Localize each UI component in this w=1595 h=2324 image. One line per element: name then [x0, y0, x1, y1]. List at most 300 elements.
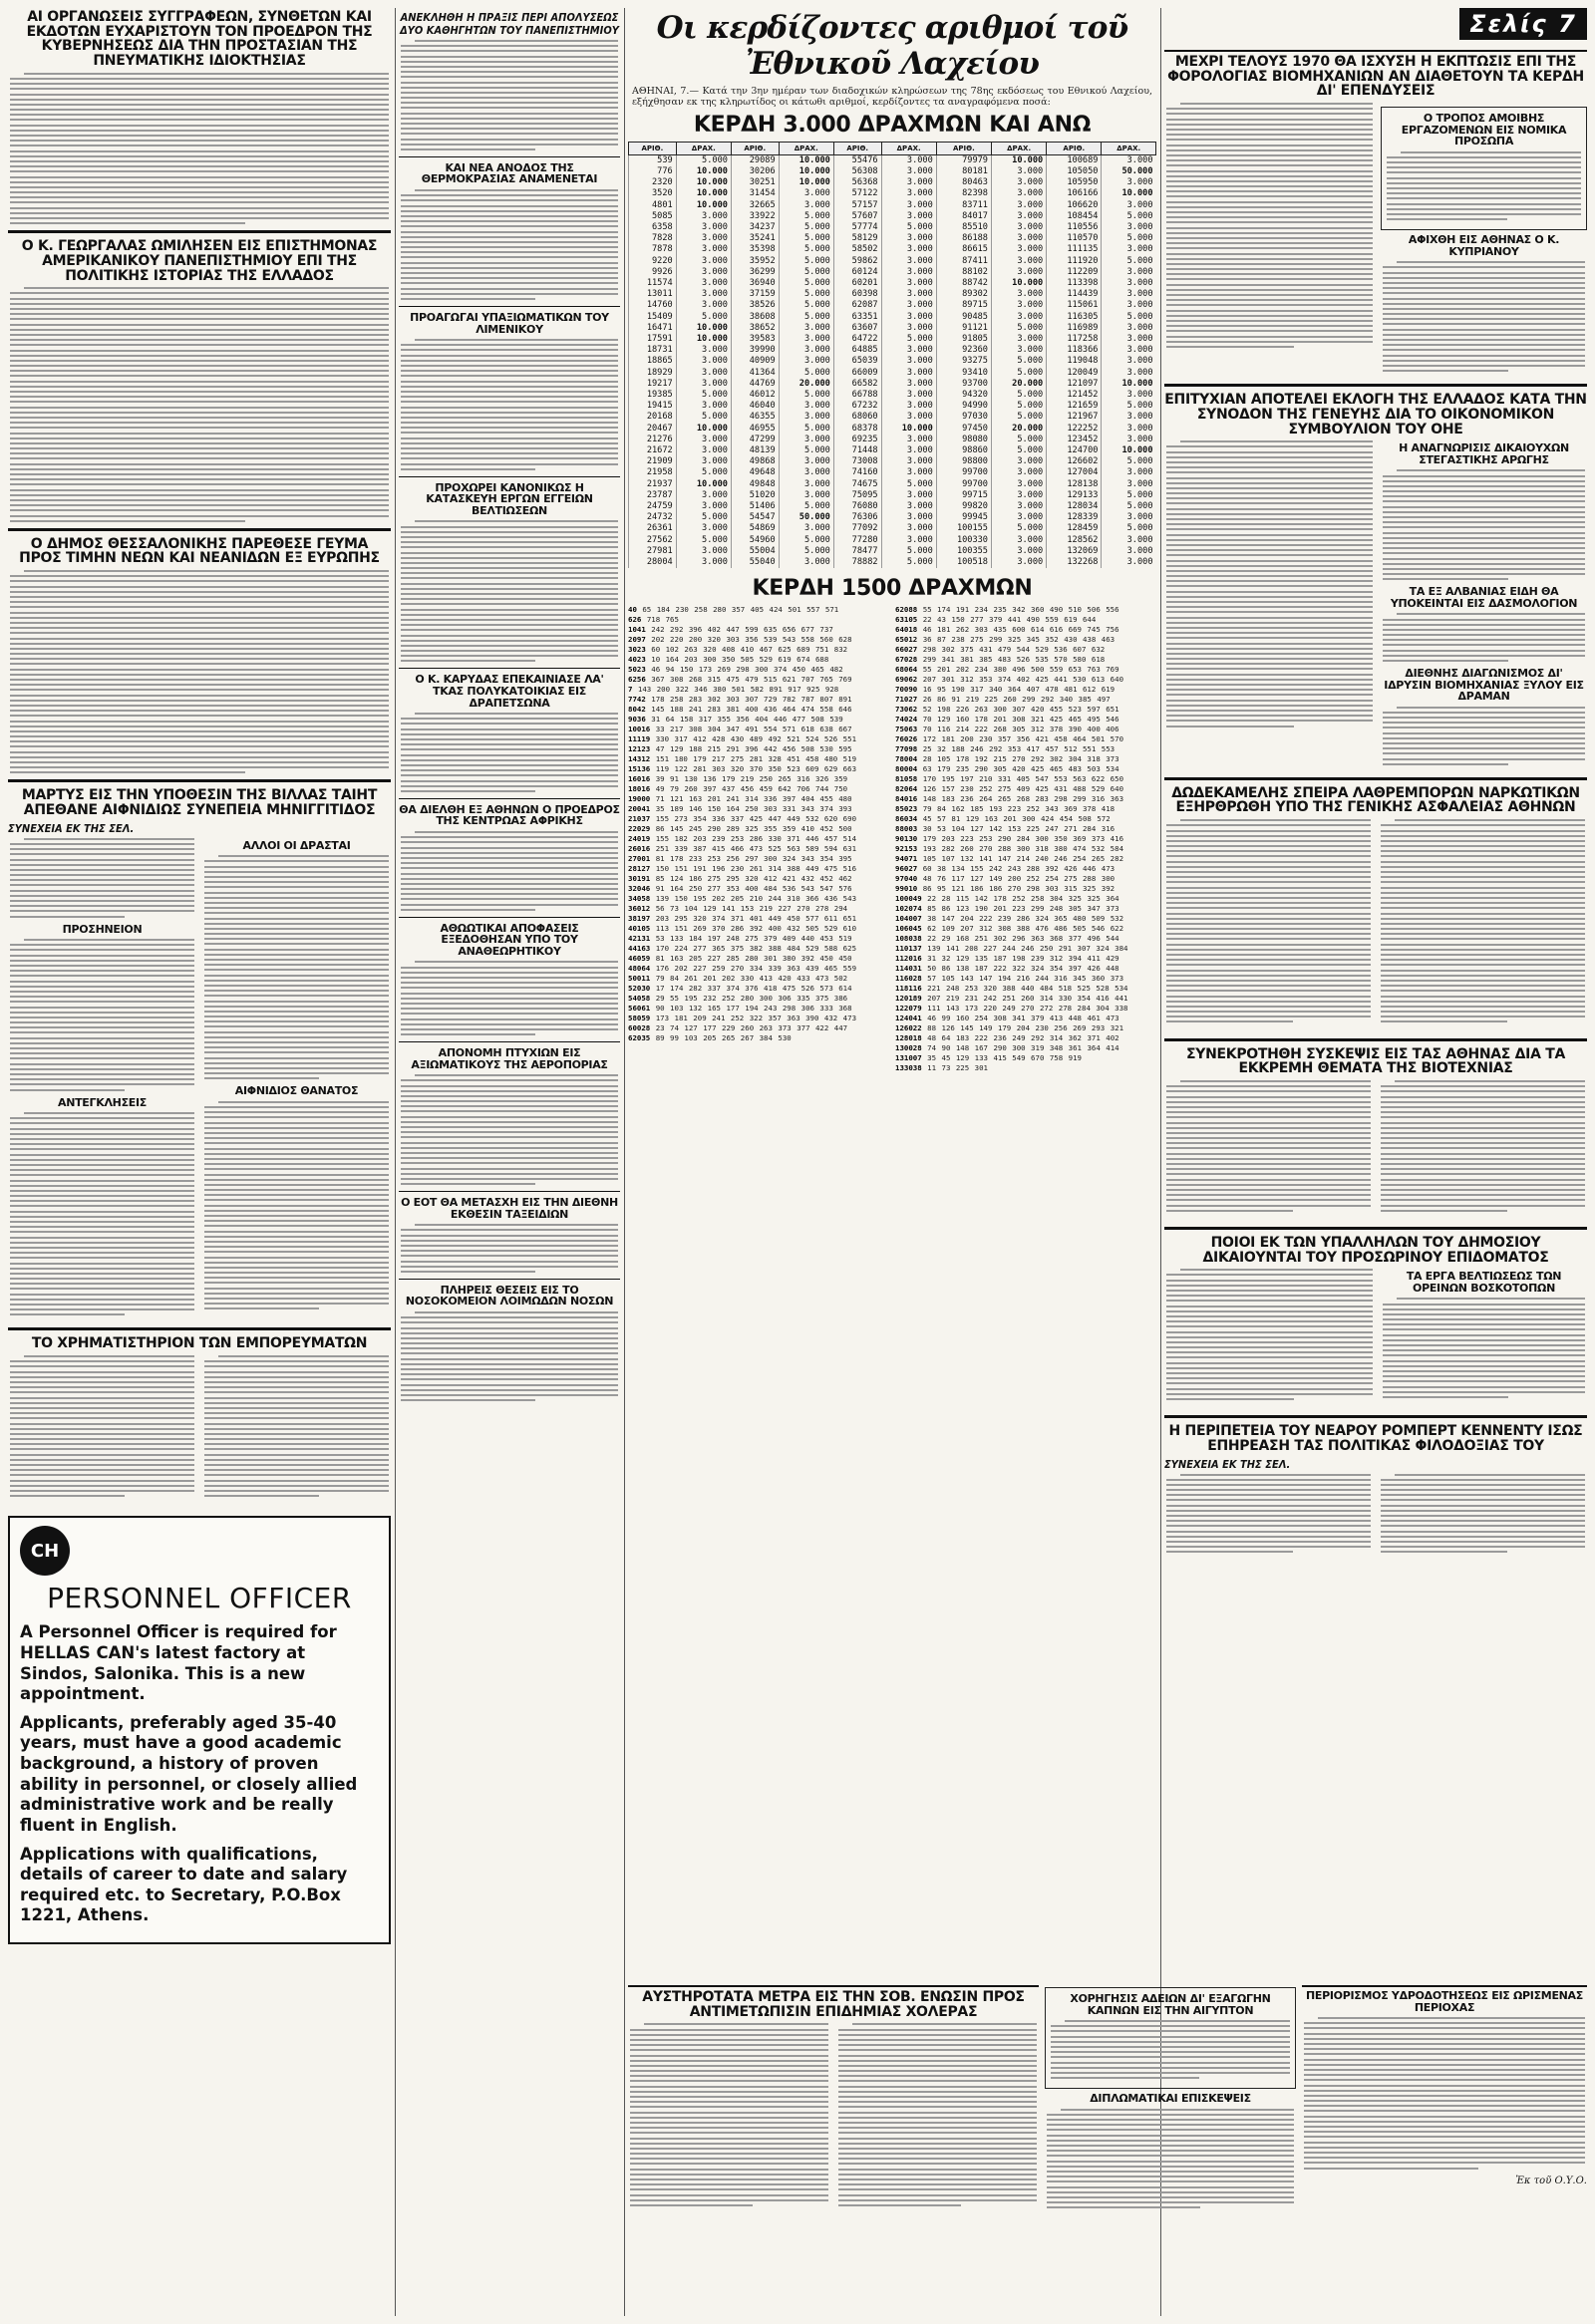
- text-line: [838, 2112, 1037, 2114]
- text-line: [1383, 323, 1585, 325]
- separator: [8, 230, 391, 233]
- prize-amount: 3.000: [676, 300, 731, 311]
- prize-amount: 10.000: [991, 278, 1046, 289]
- headline: Ο Κ. ΚΑΡΥΔΑΣ ΕΠΕΚΑΙΝΙΑΣΕ ΛΑ' ΤΚΑΣ ΠΟΛΥΚΑΤΟΙΚΙΑΣ ΕΙΣ ΔΡΑΠΕΤΣΩΝΑ: [415, 673, 604, 710]
- text-line: [1381, 1011, 1585, 1013]
- text-line: [838, 2183, 1037, 2185]
- text-line: [401, 1384, 618, 1386]
- ticket-number: 89302: [936, 289, 991, 300]
- text-line: [1166, 1189, 1371, 1191]
- prize-amount: 3.000: [779, 412, 833, 423]
- ticket-number: 14760: [629, 300, 677, 311]
- prize-amount: 3.000: [991, 312, 1046, 323]
- text-line: [1304, 2147, 1585, 2149]
- text-line: [1166, 959, 1371, 961]
- text-line: [1166, 1393, 1373, 1395]
- text-line: [1166, 985, 1371, 987]
- table-row: [629, 289, 1156, 300]
- prize-number-row: 11119 330 317 412 428 430 489 492 521 524 526 551: [628, 734, 857, 744]
- text-line: [1166, 1320, 1373, 1322]
- text-line: [1383, 313, 1585, 315]
- text-line: [1383, 629, 1585, 631]
- prize-amount: 10.000: [991, 154, 1046, 166]
- text-line: [10, 1386, 194, 1388]
- text-line: [401, 567, 618, 569]
- text-line: [401, 1337, 618, 1339]
- text-line: [204, 1205, 389, 1207]
- text-line: [630, 2138, 828, 2140]
- ticket-number: 21937: [629, 479, 677, 490]
- text-line: [10, 463, 389, 465]
- text-line: [401, 210, 618, 212]
- text-line: [401, 148, 535, 150]
- prize-amount: 3.000: [881, 211, 936, 222]
- prize-amount: 3.000: [1102, 479, 1156, 490]
- text-line: [204, 1163, 389, 1165]
- table-row: [629, 222, 1156, 233]
- ticket-number: 38608: [731, 312, 779, 323]
- prize-amount: 3.000: [1102, 557, 1156, 568]
- article-text: [10, 73, 389, 224]
- text-line: [204, 1158, 389, 1160]
- text-line: [1166, 304, 1373, 306]
- text-line: [1166, 139, 1373, 141]
- text-line: [1166, 575, 1373, 577]
- ticket-number: 99700: [936, 479, 991, 490]
- article-text: [1304, 2017, 1585, 2169]
- prize-number-row: 62088 55 174 191 234 235 342 360 490 510 506 556: [895, 605, 1119, 615]
- prize-number-row: 30191 85 124 186 275 295 320 412 421 432 452 462: [628, 874, 852, 884]
- text-line: [1166, 299, 1373, 301]
- ticket-number: 2320: [629, 177, 677, 188]
- headline: Ο ΔΗΜΟΣ ΘΕΣΣΑΛΟΝΙΚΗΣ ΠΑΡΕΘΕΣΕ ΓΕΥΜΑ ΠΡΟΣ ΤΙΜΗΝ ΝΕΩΝ ΚΑΙ ΝΕΑΝΙΔΩΝ ΕΞ ΕΥΡΩΠΗΣ: [19, 535, 380, 567]
- prize-amount: 5.000: [779, 222, 833, 233]
- text-line: [1383, 344, 1585, 346]
- text-line: [1383, 1375, 1585, 1377]
- text-line: [10, 329, 389, 331]
- text-line: [10, 83, 389, 85]
- text-line: [415, 520, 618, 522]
- table-row: [629, 512, 1156, 523]
- text-line: [401, 546, 618, 548]
- prize-amount: 5.000: [676, 154, 731, 166]
- text-line: [1061, 2109, 1294, 2111]
- text-line: [838, 2153, 1037, 2155]
- text-line: [10, 648, 389, 650]
- ticket-number: 57157: [833, 200, 881, 211]
- text-line: [1047, 2191, 1294, 2193]
- text-line: [1047, 2119, 1294, 2121]
- text-line: [1304, 2131, 1585, 2133]
- prize-amount: 5.000: [779, 390, 833, 401]
- ticket-number: 79979: [936, 154, 991, 166]
- text-line: [10, 457, 389, 459]
- text-line: [1383, 292, 1585, 294]
- prize-number-row: 106045 62 109 207 312 308 388 476 486 505 546 622: [895, 924, 1124, 934]
- article-text: [10, 939, 194, 1090]
- table-row: [629, 356, 1156, 367]
- text-line: [401, 144, 618, 145]
- text-line: [1383, 334, 1585, 336]
- text-line: [1304, 2053, 1585, 2055]
- ticket-number: 39583: [731, 334, 779, 345]
- text-line: [204, 1199, 389, 1201]
- text-line: [401, 862, 618, 864]
- ticket-number: 29089: [731, 154, 779, 166]
- headline: ΤΑ ΕΞ ΑΛΒΑΝΙΑΣ ΕΙΔΗ ΘΑ ΥΠΟΚΕΙΝΤΑΙ ΕΙΣ ΔΑΣΜΟΛΟΓΙΟΝ: [1390, 585, 1578, 610]
- text-line: [1397, 261, 1585, 263]
- text-line: [10, 1412, 194, 1414]
- text-line: [401, 225, 618, 227]
- ticket-number: 92360: [936, 345, 991, 356]
- ticket-number: 54869: [731, 523, 779, 534]
- text-line: [1166, 268, 1373, 270]
- text-line: [1383, 506, 1585, 508]
- text-line: [1383, 726, 1585, 728]
- text-line: [838, 2086, 1037, 2088]
- text-line: [10, 710, 389, 712]
- ticket-number: 46955: [731, 424, 779, 435]
- headline: ΑΥΣΤΗΡΟΤΑΤΑ ΜΕΤΡΑ ΕΙΣ ΤΗΝ ΣΟΒ. ΕΝΩΣΙΝ ΠΡΟΣ ΑΝΤΙΜΕΤΩΠΙΣΙΝ ΕΠΙΔΗΜΙΑΣ ΧΟΛΕΡΑΣ: [628, 1985, 1039, 2019]
- prize-amount: 5.000: [779, 211, 833, 222]
- ticket-number: 26361: [629, 523, 677, 534]
- prize-number-row: 110137 139 141 208 227 244 246 250 291 307 324 384: [895, 944, 1128, 954]
- text-line: [401, 583, 618, 585]
- text-line: [1401, 151, 1581, 153]
- prize-amount: 10.000: [676, 323, 731, 334]
- article-subcolumns: [8, 1355, 391, 1506]
- prize-amount: 3.000: [676, 401, 731, 412]
- prize-number-row: 7742 178 258 283 302 303 307 729 782 787 807 891: [628, 695, 852, 705]
- text-line: [10, 1490, 194, 1492]
- prize-amount: 5.000: [676, 412, 731, 423]
- text-line: [401, 790, 535, 792]
- text-line: [1381, 835, 1585, 837]
- text-line: [10, 1068, 194, 1070]
- text-line: [10, 391, 389, 393]
- prize-amount: 10.000: [779, 154, 833, 166]
- text-line: [401, 624, 618, 626]
- text-line: [204, 1277, 389, 1279]
- text-line: [1166, 876, 1371, 878]
- prize-amount: 3.000: [991, 479, 1046, 490]
- prize-number-row: 69062 207 301 312 353 374 402 425 441 530 613 640: [895, 675, 1124, 685]
- prize-amount: 5.000: [779, 278, 833, 289]
- text-line: [10, 1052, 194, 1054]
- cholera-article: [628, 1983, 1039, 2316]
- text-line: [1047, 2155, 1294, 2157]
- ticket-number: 121452: [1047, 390, 1102, 401]
- text-line: [10, 303, 389, 305]
- text-line: [1381, 871, 1585, 873]
- text-line: [1383, 308, 1585, 310]
- text-line: [10, 140, 389, 142]
- text-line: [1304, 2105, 1585, 2107]
- prize-amount: 3.000: [881, 244, 936, 255]
- text-line: [1166, 1153, 1371, 1155]
- text-line: [1383, 355, 1585, 357]
- ticket-number: 57607: [833, 211, 881, 222]
- text-line: [630, 2112, 828, 2114]
- text-line: [415, 1074, 618, 1076]
- text-line: [1166, 242, 1373, 244]
- text-line: [1387, 213, 1581, 215]
- text-line: [1381, 1520, 1585, 1522]
- text-line: [204, 1381, 389, 1383]
- text-line: [1166, 1199, 1371, 1201]
- text-line: [1166, 990, 1371, 992]
- text-line: [401, 288, 618, 290]
- text-line: [401, 780, 618, 782]
- ticket-number: 77092: [833, 523, 881, 534]
- text-line: [1166, 1085, 1371, 1087]
- text-line: [1381, 1173, 1585, 1175]
- text-line: [1166, 1510, 1371, 1512]
- column-header: ΔΡΑΧ.: [676, 142, 731, 154]
- text-line: [1383, 1323, 1585, 1325]
- prize-number-row: 63105 22 43 150 277 379 441 490 559 619 644: [895, 615, 1097, 625]
- article-text: [1381, 1080, 1585, 1215]
- text-line: [24, 838, 194, 840]
- prize-amount: 5.000: [991, 401, 1046, 412]
- text-line: [1383, 573, 1585, 575]
- article-text: [838, 2023, 1037, 2209]
- text-line: [1166, 840, 1371, 842]
- headline: Η ΑΝΑΓΝΩΡΙΣΙΣ ΔΙΚΑΙΟΥΧΩΝ ΣΤΕΓΑΣΤΙΚΗΣ ΑΡΩΓΗΣ: [1399, 441, 1569, 466]
- text-line: [401, 45, 618, 47]
- text-line: [401, 577, 618, 579]
- prize-amount: 3.000: [779, 490, 833, 501]
- text-line: [1166, 330, 1373, 332]
- text-line: [1047, 2124, 1294, 2126]
- prize-amount: 5.000: [881, 546, 936, 557]
- text-line: [10, 1402, 194, 1404]
- text-line: [10, 489, 389, 491]
- text-line: [10, 905, 194, 907]
- subheading: ΠΡΟΣΗΝΕΙΟΝ: [62, 922, 143, 936]
- table-row: [629, 244, 1156, 255]
- text-line: [838, 2138, 1037, 2140]
- text-line: [10, 1313, 125, 1315]
- text-line: [1383, 1360, 1585, 1362]
- text-line: [1381, 1153, 1585, 1155]
- small-prize-left: [628, 605, 889, 1073]
- prize-amount: 3.000: [676, 445, 731, 456]
- prize-number-row: 4023 10 164 203 300 350 505 529 619 674 688: [628, 655, 829, 665]
- text-line: [1383, 526, 1585, 528]
- text-line: [1166, 1006, 1371, 1008]
- text-line: [401, 123, 618, 125]
- text-line: [630, 2148, 828, 2150]
- table-row: [629, 501, 1156, 512]
- text-line: [1166, 1331, 1373, 1333]
- text-line: [1166, 1158, 1371, 1160]
- text-line: [401, 412, 618, 414]
- text-line: [1383, 303, 1585, 305]
- ticket-number: 49848: [731, 479, 779, 490]
- text-line: [1166, 622, 1373, 624]
- text-line: [1304, 2064, 1585, 2066]
- article-text: [1166, 103, 1373, 372]
- text-line: [1381, 845, 1585, 847]
- ticket-number: 62087: [833, 300, 881, 311]
- headline: ΜΑΡΤΥΣ ΕΙΣ ΤΗΝ ΥΠΟΘΕΣΙΝ ΤΗΣ ΒΙΛΛΑΣ ΤΑΙΗΤ ΑΠΕΘΑΝΕ ΑΙΦΝΙΔΙΩΣ ΣΥΝΕΠΕΙΑ ΜΗΝΙΓΓΙΤΙΔΟΣ: [21, 787, 378, 819]
- text-line: [10, 663, 389, 665]
- column-rule: [624, 8, 625, 2316]
- text-line: [1166, 1147, 1371, 1149]
- prize-amount: 3.000: [881, 289, 936, 300]
- text-line: [1381, 1205, 1585, 1207]
- text-line: [204, 892, 389, 894]
- article-text: [1387, 151, 1581, 220]
- text-line: [630, 2174, 828, 2176]
- text-line: [401, 355, 618, 357]
- text-line: [1381, 964, 1585, 966]
- text-line: [1166, 913, 1371, 915]
- text-line: [1166, 1367, 1373, 1369]
- text-line: [10, 674, 389, 676]
- prize-number-row: 77098 25 32 188 246 292 353 417 457 512 551 553: [895, 744, 1116, 754]
- prize-amount: 3.000: [676, 435, 731, 445]
- ticket-number: 55476: [833, 154, 881, 166]
- text-line: [1383, 1313, 1585, 1315]
- column-header: ΑΡΙΘ.: [833, 142, 881, 154]
- text-line: [401, 718, 618, 720]
- text-line: [401, 1013, 618, 1015]
- text-line: [1166, 1280, 1373, 1282]
- text-line: [401, 128, 618, 130]
- prize-number-row: 54058 29 55 195 232 252 280 300 306 335 375 386: [628, 994, 848, 1004]
- text-line: [1381, 866, 1585, 868]
- text-line: [10, 715, 389, 717]
- prize-amount: 10.000: [676, 334, 731, 345]
- text-line: [10, 622, 389, 624]
- text-line: [1166, 284, 1373, 286]
- text-line: [10, 1031, 194, 1033]
- text-line: [204, 1236, 389, 1238]
- headline: ΑΠΟΝΟΜΗ ΠΤΥΧΙΩΝ ΕΙΣ ΑΞΙΩΜΑΤΙΚΟΥΣ ΤΗΣ ΑΕΡΟΠΟΡΙΑΣ: [411, 1046, 608, 1071]
- text-line: [10, 119, 389, 121]
- prize-amount: 3.000: [881, 300, 936, 311]
- text-line: [630, 2183, 828, 2185]
- text-line: [838, 2106, 1037, 2108]
- text-line: [1166, 1184, 1371, 1186]
- prize-amount: 3.000: [881, 267, 936, 278]
- text-line: [204, 1495, 319, 1497]
- text-line: [1180, 1474, 1371, 1476]
- text-line: [1166, 700, 1373, 702]
- text-line: [401, 1240, 618, 1242]
- text-line: [401, 1033, 535, 1035]
- text-line: [1051, 2051, 1290, 2053]
- text-line: [1383, 298, 1585, 300]
- text-line: [1166, 278, 1373, 280]
- ticket-number: 19415: [629, 401, 677, 412]
- text-line: [1166, 159, 1373, 161]
- text-line: [1166, 975, 1371, 977]
- text-line: [401, 457, 618, 459]
- text-line: [838, 2179, 1037, 2180]
- text-line: [10, 1360, 194, 1362]
- ticket-number: 128138: [1047, 479, 1102, 490]
- text-line: [10, 745, 389, 747]
- prize-amount: 5.000: [779, 256, 833, 267]
- text-line: [1166, 565, 1373, 567]
- text-line: [10, 520, 245, 522]
- text-line: [10, 751, 389, 753]
- text-line: [1383, 360, 1585, 362]
- text-line: [10, 109, 389, 111]
- text-line: [838, 2034, 1037, 2036]
- text-line: [630, 2091, 828, 2093]
- ticket-number: 57122: [833, 188, 881, 199]
- ticket-number: 24759: [629, 501, 677, 512]
- text-line: [401, 878, 618, 880]
- text-line: [10, 981, 194, 983]
- headline: ΤΟ ΧΡΗΜΑΤΙΣΤΗΡΙΟΝ ΤΩΝ ΕΜΠΟΡΕΥΜΑΤΩΝ: [31, 1335, 368, 1352]
- text-line: [1166, 710, 1373, 712]
- ticket-number: 13011: [629, 289, 677, 300]
- ticket-number: 60398: [833, 289, 881, 300]
- ticket-number: 36940: [731, 278, 779, 289]
- text-line: [401, 432, 618, 434]
- text-line: [401, 107, 618, 109]
- text-line: [1383, 490, 1585, 492]
- text-line: [10, 684, 389, 686]
- column-header: ΔΡΑΧ.: [1102, 142, 1156, 154]
- table-row: [629, 166, 1156, 177]
- text-line: [10, 1480, 194, 1482]
- text-line: [1381, 996, 1585, 998]
- text-line: [1166, 145, 1373, 146]
- table-row: [629, 456, 1156, 467]
- text-line: [1047, 2180, 1294, 2182]
- ticket-number: 68378: [833, 424, 881, 435]
- text-line: [401, 1245, 618, 1247]
- prize-number-row: 14312 151 180 179 217 275 281 328 451 458 480 519: [628, 754, 857, 764]
- text-line: [10, 1200, 194, 1202]
- ticket-number: 74160: [833, 467, 881, 478]
- text-line: [401, 541, 618, 543]
- text-line: [401, 609, 618, 611]
- text-line: [401, 1271, 535, 1273]
- text-line: [1047, 2135, 1294, 2137]
- prize-number-row: 116028 57 105 143 147 194 216 244 316 345 360 373: [895, 974, 1124, 984]
- text-line: [218, 855, 389, 857]
- text-line: [10, 1417, 194, 1419]
- text-line: [1166, 1398, 1294, 1400]
- text-line: [401, 1105, 618, 1107]
- text-line: [204, 1272, 389, 1274]
- text-line: [1383, 639, 1585, 641]
- ticket-number: 33922: [731, 211, 779, 222]
- text-line: [1166, 1285, 1373, 1287]
- text-line: [1381, 1531, 1585, 1533]
- prize-amount: 3.000: [1102, 154, 1156, 166]
- table-row: [629, 154, 1156, 166]
- prize-amount: 5.000: [881, 557, 936, 568]
- ticket-number: 15409: [629, 312, 677, 323]
- text-line: [401, 396, 618, 398]
- text-line: [401, 1162, 618, 1164]
- text-line: [401, 71, 618, 73]
- ticket-number: 38652: [731, 323, 779, 334]
- text-line: [204, 1428, 389, 1430]
- text-line: [10, 1190, 194, 1192]
- prize-number-row: 81058 170 195 197 210 331 405 547 553 563 622 650: [895, 774, 1124, 784]
- text-line: [1166, 1300, 1373, 1302]
- text-line: [401, 199, 618, 201]
